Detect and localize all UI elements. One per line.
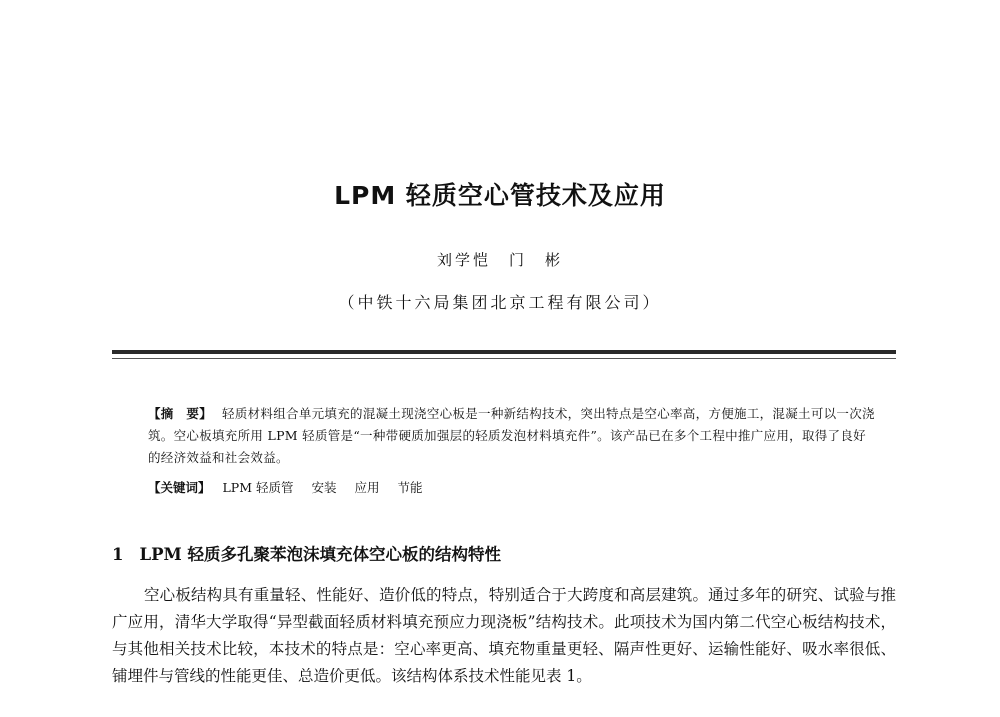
- authors: 刘学恺 门 彬: [436, 251, 563, 269]
- abstract: [148, 403, 876, 469]
- keyword: 安装: [311, 480, 337, 495]
- abstract-text: 轻质材料组合单元填充的混凝土现浇空心板是一种新结构技术，突出特点是空心率高，方便施工，混凝土可以一次浇筑。空心板填充所用 LPM 轻质管是“一种带硬质加强层的轻质发泡材料填充件”。该产品已在多个工程中推广应用，取得了良好的经济效益和社会效益。: [148, 406, 875, 465]
- abstract-label: 【摘 要】: [148, 406, 213, 421]
- keywords-label: 【关键词】: [148, 480, 211, 495]
- page-title: LPM 轻质空心管技术及应用: [334, 181, 666, 210]
- body-paragraph: 空心板结构具有重量轻、性能好、造价低的特点，特别适合于大跨度和高层建筑。通过多年的研究、试验与推广应用，清华大学取得“异型截面轻质材料填充预应力现浇板”结构技术。此项技术为国内第二代空心板结构技术，与其他相关技术比较，本技术的特点是：空心率更高、填充物重量更轻、隔声性更好、运输性能好、吸水率很低、铺埋件与管线的性能更佳、总造价更低。该结构体系技术性能见表 1。: [112, 586, 896, 685]
- keyword: 应用: [354, 480, 380, 495]
- affiliation: （中铁十六局集团北京工程有限公司）: [338, 293, 662, 312]
- keyword: LPM 轻质管: [222, 480, 294, 495]
- section-title: LPM 轻质多孔聚苯泡沫填充体空心板的结构特性: [139, 545, 502, 564]
- header-divider-thin: [112, 358, 896, 359]
- keywords: [148, 477, 876, 499]
- keyword: 节能: [397, 480, 423, 495]
- header-divider-thick: [112, 350, 896, 354]
- section-heading: [112, 541, 892, 565]
- section-number: 1: [112, 545, 124, 564]
